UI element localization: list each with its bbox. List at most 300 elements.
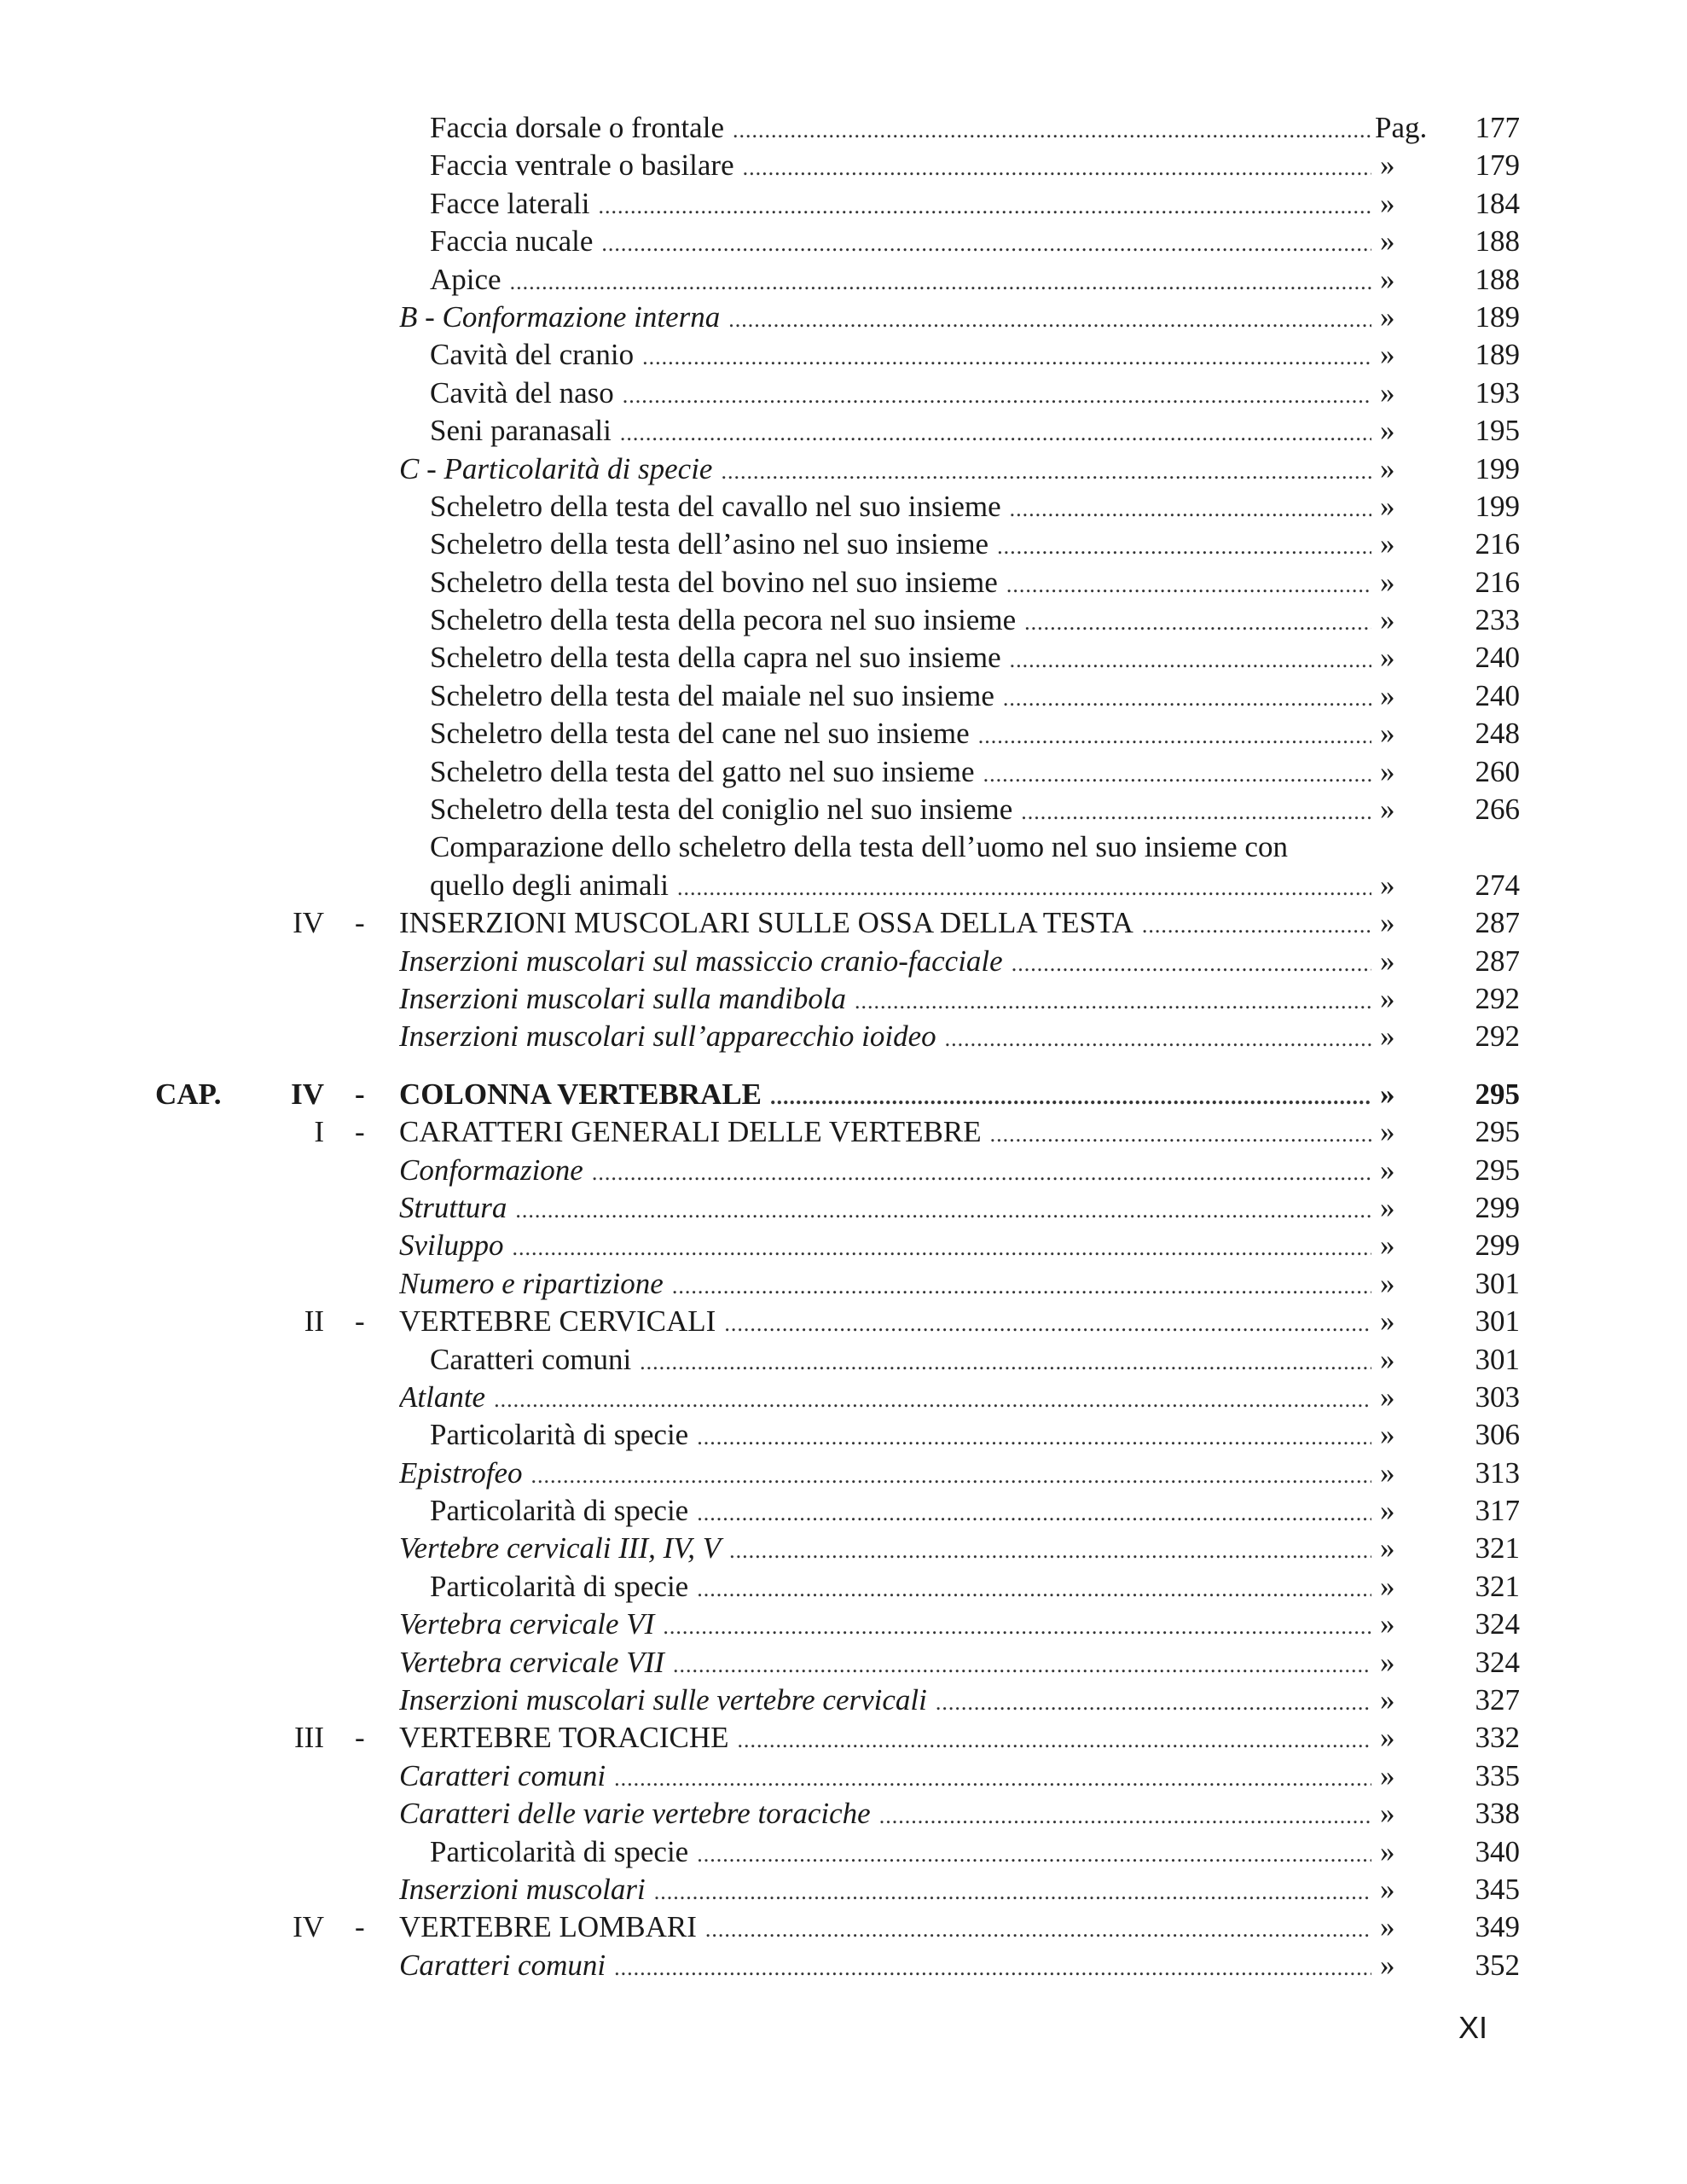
page-ref: 299 [1475, 1228, 1520, 1263]
page-ref: 188 [1475, 262, 1520, 296]
page-marker: » [1380, 754, 1395, 788]
dot-leader [1021, 793, 1371, 831]
dot-leader [672, 1268, 1371, 1305]
page-marker: » [1380, 565, 1395, 599]
page-marker: » [1380, 868, 1395, 902]
toc-entry [0, 1908, 1687, 1946]
page-ref: 349 [1475, 1910, 1520, 1944]
page-marker: » [1380, 451, 1395, 485]
toc-entry [0, 1568, 1687, 1606]
entry-title [430, 1492, 1371, 1532]
toc-entry [0, 1682, 1687, 1719]
page-marker: » [1380, 717, 1395, 751]
page-ref: 216 [1475, 565, 1520, 599]
toc-entry [0, 904, 1687, 942]
entry-title-text: Inserzioni muscolari sulle vertebre cervicali [399, 1683, 927, 1717]
entry-title-text: Seni paranasali [430, 414, 612, 448]
page-marker: » [1380, 186, 1395, 220]
toc-entry [0, 488, 1687, 526]
page-ref: 266 [1475, 793, 1520, 827]
page-marker: » [1380, 793, 1395, 827]
entry-title-text: Scheletro della testa della pecora nel suo insieme [430, 603, 1017, 637]
toc-entry [0, 261, 1687, 299]
page-ref: 240 [1475, 678, 1520, 712]
section-dash: - [355, 1304, 365, 1339]
page-ref: 260 [1475, 754, 1520, 788]
dot-leader [697, 1495, 1371, 1532]
page-marker: » [1380, 1115, 1395, 1149]
entry-title [430, 261, 1371, 301]
entry-title-text: Particolarità di specie [430, 1494, 689, 1528]
dot-leader [512, 1229, 1371, 1267]
page-ref: 193 [1475, 375, 1520, 410]
dot-leader [983, 756, 1371, 793]
entry-title-text: Conformazione [399, 1153, 583, 1187]
page-marker: » [1380, 262, 1395, 296]
dot-leader [1142, 907, 1371, 944]
page-ref: 274 [1475, 868, 1520, 902]
entry-title [399, 1682, 1371, 1722]
entry-title-text: Vertebra cervicale VII [399, 1645, 664, 1679]
entry-title-text: Comparazione dello scheletro della testa dell’uomo nel suo insieme con [430, 830, 1288, 864]
toc-entry [0, 1871, 1687, 1908]
page-marker: » [1380, 224, 1395, 258]
entry-title [399, 980, 1371, 1020]
page-marker: » [1380, 527, 1395, 561]
dot-leader [640, 1344, 1371, 1381]
entry-title-text: VERTEBRE TORACICHE [399, 1721, 729, 1755]
entry-title-text: Scheletro della testa del gatto nel suo insieme [430, 754, 975, 788]
page-ref: 248 [1475, 717, 1520, 751]
entry-title [430, 1341, 1371, 1381]
entry-title [399, 1606, 1371, 1646]
page-ref: 301 [1475, 1342, 1520, 1376]
entry-title [399, 1303, 1371, 1343]
toc-entry [0, 677, 1687, 715]
page-marker: » [1380, 678, 1395, 712]
entry-title [430, 564, 1371, 604]
entry-title-text: Cavità del naso [430, 375, 614, 410]
page-marker: » [1380, 906, 1395, 940]
page-marker: » [1380, 338, 1395, 372]
entry-title-text: Faccia ventrale o basilare [430, 148, 734, 183]
dot-leader [997, 528, 1371, 566]
page-ref: 321 [1475, 1569, 1520, 1603]
toc-entry [0, 715, 1687, 752]
toc-entry [0, 336, 1687, 374]
entry-title [430, 791, 1371, 831]
entry-title-text: Caratteri delle varie vertebre toraciche [399, 1797, 871, 1831]
page-ref: 317 [1475, 1494, 1520, 1528]
page-ref: 188 [1475, 224, 1520, 258]
page-ref: 303 [1475, 1380, 1520, 1414]
section-dash: - [355, 1721, 365, 1755]
toc-entry [0, 1833, 1687, 1871]
page-marker: » [1380, 1019, 1395, 1054]
toc-entry [0, 753, 1687, 791]
entry-title-text: Scheletro della testa della capra nel suo insieme [430, 641, 1001, 675]
toc-entry [0, 564, 1687, 601]
entry-title [399, 1265, 1371, 1305]
toc-entry [0, 109, 1687, 147]
toc-entry [0, 299, 1687, 336]
entry-title-text: Inserzioni muscolari sulla mandibola [399, 981, 847, 1015]
entry-title [399, 1947, 1371, 1987]
toc-entry [0, 1795, 1687, 1833]
dot-leader [677, 869, 1371, 907]
toc-entry [0, 1189, 1687, 1227]
dot-leader [599, 188, 1371, 225]
page-marker: » [1380, 1683, 1395, 1717]
entry-title-text: Inserzioni muscolari sull’apparecchio ioideo [399, 1019, 936, 1054]
section-number: IV [293, 906, 324, 940]
dot-leader [743, 149, 1371, 187]
entry-title-text: Numero e ripartizione [399, 1266, 664, 1300]
entry-title [399, 1018, 1371, 1058]
dot-leader [705, 1911, 1371, 1949]
page-marker: » [1380, 1153, 1395, 1187]
page-marker: » [1380, 1494, 1395, 1528]
entry-title [430, 828, 1288, 866]
toc-entry [0, 1492, 1687, 1530]
dot-leader [738, 1722, 1372, 1759]
entry-title-text: Scheletro della testa del cane nel suo insieme [430, 717, 970, 751]
dot-leader [697, 1836, 1371, 1873]
toc-entry [0, 980, 1687, 1018]
page-ref: 299 [1475, 1190, 1520, 1224]
page-ref: 295 [1475, 1153, 1520, 1187]
page-ref: 184 [1475, 186, 1520, 220]
dot-leader [623, 377, 1371, 415]
dot-leader [654, 1873, 1371, 1911]
toc-entry [0, 828, 1687, 866]
entry-title-text: Particolarità di specie [430, 1569, 689, 1603]
page-ref: 177 [1475, 111, 1520, 144]
page-ref: 199 [1475, 489, 1520, 523]
dot-leader [531, 1457, 1371, 1495]
dot-leader [620, 415, 1371, 452]
page-ref: 287 [1475, 944, 1520, 978]
entry-title-text: Scheletro della testa del cavallo nel suo insieme [430, 489, 1001, 523]
entry-title [430, 185, 1371, 225]
entry-title [399, 1719, 1371, 1759]
dot-leader [945, 1020, 1371, 1058]
entry-title [399, 450, 1371, 491]
entry-title-text: Scheletro della testa dell’asino nel suo insieme [430, 527, 989, 561]
dot-leader [642, 339, 1371, 376]
entry-title-text: Caratteri comuni [399, 1948, 606, 1982]
page-ref: 340 [1475, 1834, 1520, 1868]
entry-title [399, 1795, 1371, 1835]
dot-leader [673, 1647, 1371, 1684]
page-ref: 233 [1475, 603, 1520, 637]
toc-entry [0, 791, 1687, 828]
page-marker: » [1380, 1569, 1395, 1603]
page-marker: » [1380, 375, 1395, 410]
dot-leader [592, 1154, 1371, 1192]
section-number: I [314, 1115, 324, 1149]
entry-title [430, 715, 1371, 755]
entry-title [399, 299, 1371, 339]
toc-entry [0, 1018, 1687, 1055]
entry-title-text: CARATTERI GENERALI DELLE VERTEBRE [399, 1115, 982, 1149]
dot-leader [728, 301, 1371, 339]
entry-title-text: VERTEBRE LOMBARI [399, 1910, 697, 1944]
entry-title [399, 1455, 1371, 1495]
page-marker: » [1380, 299, 1395, 334]
dot-leader [1012, 945, 1371, 983]
page-marker: » [1380, 1721, 1395, 1755]
toc-entry [0, 943, 1687, 980]
page-ref: 332 [1475, 1721, 1520, 1755]
page-marker: » [1380, 489, 1395, 523]
entry-title [399, 943, 1371, 983]
page-ref: 301 [1475, 1304, 1520, 1339]
page-marker: » [1380, 1758, 1395, 1792]
entry-title [399, 1379, 1371, 1419]
dot-leader [1024, 604, 1371, 642]
entry-title-text: quello degli animali [430, 868, 669, 902]
section-dash: - [355, 1077, 365, 1111]
dot-leader [614, 1760, 1371, 1798]
page-marker: » [1380, 1872, 1395, 1906]
entry-title-text: INSERZIONI MUSCOLARI SULLE OSSA DELLA TESTA [399, 906, 1133, 940]
page-marker: » [1380, 1190, 1395, 1224]
page-ref: 352 [1475, 1948, 1520, 1982]
dot-leader [697, 1571, 1371, 1608]
page-ref: 345 [1475, 1872, 1520, 1906]
entry-title-text: Epistrofeo [399, 1455, 523, 1490]
page-ref: 292 [1475, 981, 1520, 1015]
toc-entry [0, 375, 1687, 412]
dot-leader [1010, 642, 1371, 679]
entry-title [430, 526, 1371, 566]
page-ref: 301 [1475, 1266, 1520, 1300]
page-marker: » [1380, 1455, 1395, 1490]
entry-title-text: Faccia dorsale o frontale [430, 111, 724, 144]
toc-entry [0, 601, 1687, 639]
page-ref: 195 [1475, 414, 1520, 448]
page-marker: » [1380, 603, 1395, 637]
entry-title [399, 904, 1371, 944]
dot-leader [936, 1684, 1371, 1722]
entry-title [399, 1757, 1371, 1798]
entry-title [430, 375, 1371, 415]
entry-title [399, 1644, 1371, 1684]
entry-title [430, 1568, 1371, 1608]
section-number: II [304, 1304, 324, 1339]
section-dash: - [355, 1910, 365, 1944]
entry-title-text: Particolarità di specie [430, 1418, 689, 1452]
toc-entry [0, 185, 1687, 223]
dot-leader [663, 1608, 1371, 1646]
toc-entry [0, 1303, 1687, 1340]
entry-title [430, 1416, 1371, 1456]
entry-title [430, 1833, 1371, 1873]
entry-title [399, 1076, 1371, 1116]
section-number: IV [291, 1077, 324, 1111]
toc-entry [0, 639, 1687, 677]
entry-title [430, 867, 1371, 907]
entry-title [399, 1227, 1371, 1267]
toc-entry [0, 1947, 1687, 1984]
dot-leader [733, 112, 1371, 149]
toc-entry [0, 147, 1687, 184]
entry-title [430, 412, 1371, 452]
entry-title-text: Particolarità di specie [430, 1834, 689, 1868]
page-marker: » [1380, 1342, 1395, 1376]
entry-title [430, 488, 1371, 528]
dot-leader [770, 1078, 1371, 1116]
entry-title [399, 1152, 1371, 1192]
section-number: IV [293, 1910, 324, 1944]
page-marker: » [1380, 1380, 1395, 1414]
entry-title-text: VERTEBRE CERVICALI [399, 1304, 716, 1339]
page-marker: » [1380, 148, 1395, 183]
toc-entry [0, 1265, 1687, 1303]
entry-title-text: Cavità del cranio [430, 338, 635, 372]
toc-entry [0, 1530, 1687, 1567]
entry-title-text: Caratteri comuni [430, 1342, 632, 1376]
entry-title-text: C - Particolarità di specie [399, 451, 713, 485]
page-marker: » [1380, 1418, 1395, 1452]
dot-leader [515, 1192, 1371, 1229]
page-marker: » [1380, 1266, 1395, 1300]
page-marker: » [1380, 1645, 1395, 1679]
page-ref: 292 [1475, 1019, 1520, 1054]
entry-title [399, 1908, 1371, 1949]
entry-title-text: B - Conformazione interna [399, 299, 721, 334]
dot-leader [1006, 566, 1371, 604]
page-marker: » [1380, 1531, 1395, 1565]
entry-title-text: Atlante [399, 1380, 486, 1414]
entry-title [399, 1871, 1371, 1911]
dot-leader [1010, 491, 1371, 528]
section-dash: - [355, 906, 365, 940]
page-ref: 324 [1475, 1645, 1520, 1679]
dot-leader [724, 1305, 1371, 1343]
entry-title [430, 753, 1371, 793]
page-ref: 199 [1475, 451, 1520, 485]
entry-title-text: Apice [430, 262, 501, 296]
page-marker: » [1380, 944, 1395, 978]
dot-leader [697, 1419, 1371, 1456]
entry-title-text: Caratteri comuni [399, 1758, 606, 1792]
entry-title [430, 336, 1371, 376]
page-marker: » [1380, 1948, 1395, 1982]
entry-title-text: Scheletro della testa del bovino nel suo insieme [430, 565, 998, 599]
page-marker: » [1380, 1797, 1395, 1831]
dot-leader [729, 1532, 1371, 1570]
page-marker: » [1380, 1607, 1395, 1641]
entry-title-text: Vertebra cervicale VI [399, 1607, 655, 1641]
page-ref: 287 [1475, 906, 1520, 940]
toc-entry [0, 1719, 1687, 1757]
toc-entry [0, 1606, 1687, 1643]
page-marker: » [1380, 1910, 1395, 1944]
page-ref: 295 [1475, 1077, 1520, 1111]
dot-leader [721, 453, 1371, 491]
page-ref: 335 [1475, 1758, 1520, 1792]
dot-leader [601, 225, 1371, 263]
entry-title-text: COLONNA VERTEBRALE [399, 1077, 762, 1111]
page-marker: » [1380, 1077, 1395, 1111]
page-marker: » [1380, 1228, 1395, 1263]
dot-leader [614, 1949, 1371, 1987]
toc-entry [0, 867, 1687, 904]
dot-leader [990, 1116, 1371, 1153]
toc-entry [0, 1152, 1687, 1189]
page-number: XI [1458, 2010, 1488, 2045]
entry-title [430, 677, 1371, 717]
page-ref: 189 [1475, 299, 1520, 334]
page-marker: » [1380, 981, 1395, 1015]
page-ref: 189 [1475, 338, 1520, 372]
toc-entry [0, 1644, 1687, 1682]
entry-title [430, 147, 1371, 187]
toc-entry [0, 223, 1687, 260]
page-marker: » [1380, 1304, 1395, 1339]
toc-entry [0, 526, 1687, 563]
toc-entry [0, 450, 1687, 488]
toc-entry [0, 412, 1687, 450]
page-marker: » [1380, 414, 1395, 448]
page-ref: 327 [1475, 1683, 1520, 1717]
entry-title-text: Faccia nucale [430, 224, 594, 258]
entry-title-text: Inserzioni muscolari sul massiccio cranio-facciale [399, 944, 1003, 978]
page-ref: 321 [1475, 1531, 1520, 1565]
page-marker: » [1380, 641, 1395, 675]
dot-leader [978, 717, 1371, 755]
entry-title-text: Vertebre cervicali III, IV, V [399, 1531, 722, 1565]
dot-leader [494, 1381, 1371, 1419]
dot-leader [510, 264, 1371, 301]
page-ref: 295 [1475, 1115, 1520, 1149]
entry-title [430, 223, 1371, 263]
dot-leader [879, 1798, 1371, 1835]
dot-leader [855, 983, 1371, 1020]
toc-entry [0, 1227, 1687, 1264]
table-of-contents [0, 109, 1687, 1984]
page-ref: 338 [1475, 1797, 1520, 1831]
toc-entry [0, 1416, 1687, 1454]
toc-entry [0, 1076, 1687, 1113]
dot-leader [1003, 680, 1371, 717]
entry-title [399, 1530, 1371, 1570]
entry-title-text: Sviluppo [399, 1228, 504, 1263]
toc-entry [0, 1379, 1687, 1416]
toc-entry [0, 1341, 1687, 1379]
entry-title-text: Scheletro della testa del coniglio nel suo insieme [430, 793, 1013, 827]
page-ref: 179 [1475, 148, 1520, 183]
entry-title-text: Struttura [399, 1190, 507, 1224]
section-number: III [294, 1721, 324, 1755]
entry-title [430, 639, 1371, 679]
page-ref: 216 [1475, 527, 1520, 561]
page-marker: Pag. [1375, 111, 1428, 144]
section-dash: - [355, 1115, 365, 1149]
entry-title [430, 109, 1371, 149]
page-ref: 240 [1475, 641, 1520, 675]
toc-entry [0, 1455, 1687, 1492]
entry-title [430, 601, 1371, 642]
page-marker: » [1380, 1834, 1395, 1868]
page-ref: 313 [1475, 1455, 1520, 1490]
toc-entry [0, 1757, 1687, 1795]
entry-title [399, 1189, 1371, 1229]
toc-entry [0, 1113, 1687, 1151]
page-ref: 306 [1475, 1418, 1520, 1452]
